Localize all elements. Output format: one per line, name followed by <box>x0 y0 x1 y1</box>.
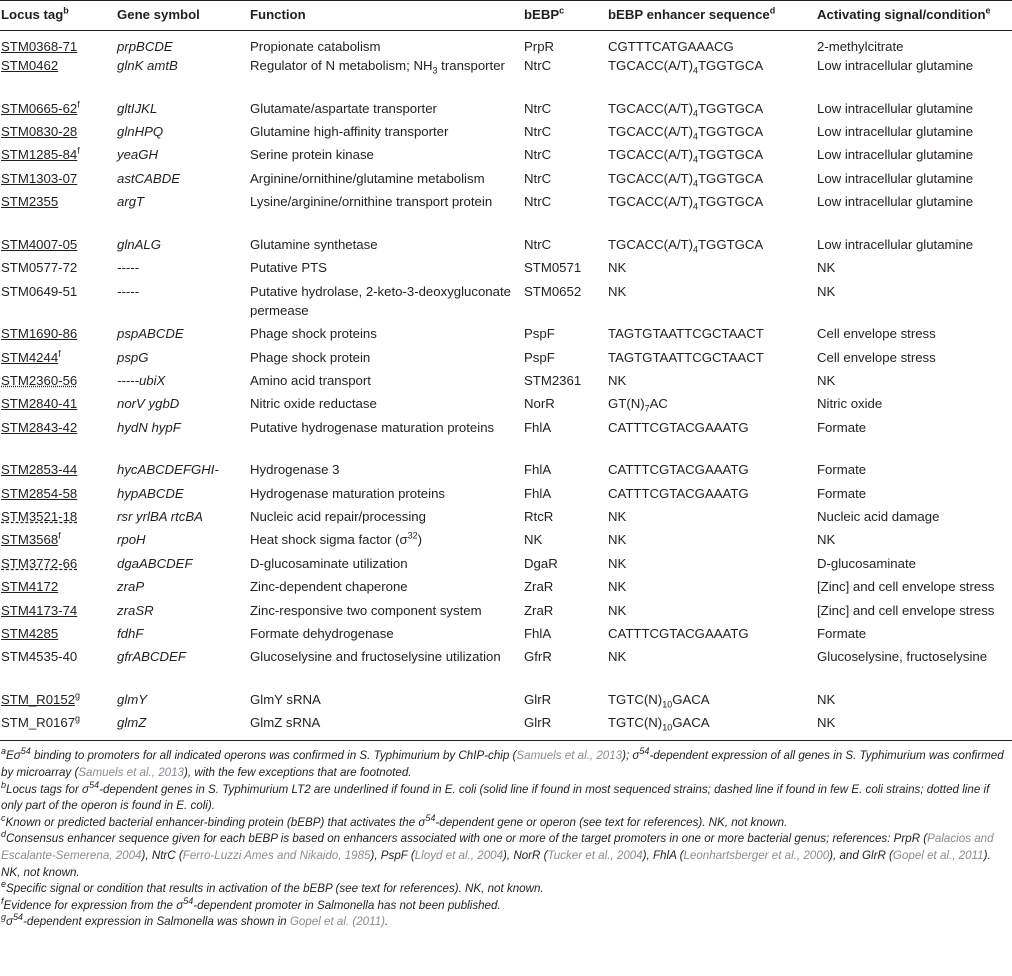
function-cell: Glutamine high-affinity transporter <box>250 123 449 139</box>
function-cell: Glucoselysine and fructoselysine utilization <box>250 649 501 665</box>
enhancer-sequence-cell: TAGTGTAATTCGCTAACT <box>608 326 764 342</box>
locus-tag: STM4007-05 <box>1 236 78 252</box>
enhancer-sequence-cell: CATTTCGTACGAAATG <box>608 419 749 435</box>
activating-signal-cell: Cell envelope stress <box>817 349 936 365</box>
locus-tag: STM1303-07 <box>1 170 78 186</box>
function-cell: Arginine/ornithine/glutamine metabolism <box>250 170 485 186</box>
bebp-cell: GfrR <box>524 649 552 665</box>
function-cell: Hydrogenase 3 <box>250 462 340 478</box>
locus-tag: STM4173-74 <box>1 602 78 618</box>
enhancer-sequence-cell: NK <box>608 532 627 548</box>
bebp-cell: GlrR <box>524 692 552 707</box>
locus-tag-cell <box>0 145 116 168</box>
function-cell: Putative hydrolase, 2-keto-3-deoxygluconate permease <box>250 283 511 318</box>
bebp-cell: NK <box>524 532 543 548</box>
locus-tag-cell <box>0 99 116 122</box>
function-cell: Glutamine synthetase <box>250 236 378 252</box>
bebp-cell: NtrC <box>524 147 552 163</box>
function-cell: Regulator of N metabolism; $NH_3$ transporter <box>250 58 505 76</box>
bebp-cell: STM2361 <box>524 372 582 388</box>
gene-symbol-cell: glmZ <box>117 715 147 731</box>
bebp-cell: RtcR <box>524 509 554 525</box>
locus-tag: STM2360-56 <box>1 372 78 388</box>
gene-symbol-cell: dgaABCDEF <box>117 555 193 571</box>
activating-signal-cell: Low intracellular glutamine <box>817 100 974 116</box>
locus-footnote-mark: g <box>75 714 81 724</box>
enhancer-sequence-cell: TAGTGTAATTCGCTAACT <box>608 349 764 365</box>
locus-tag-cell <box>0 460 116 483</box>
table-row <box>0 145 1012 168</box>
gene-symbol-cell: glmY <box>117 692 148 707</box>
function-cell: Putative hydrogenase maturation proteins <box>250 419 495 435</box>
footnote-a: $^aE\sigma^{54}$ binding to promoters for all indicated operons was confirmed in S. Typhimurium by ChIP-chip (Samuels et al., 2013); $\sigma^{54}$-dependent expression of all genes in S. Typhimurium was confirmed by microarray (Samuels et al., 2013), with the few exceptions that are footnoted. <box>1 746 1004 779</box>
table-row <box>0 507 1012 530</box>
bebp-cell: NtrC <box>524 170 552 186</box>
table-row <box>0 56 1012 99</box>
locus-tag-cell <box>0 192 116 235</box>
locus-tag: STM0649-51 <box>1 283 78 299</box>
enhancer-sequence-cell: $TGCACC(A/T)_4TGGTGCA$ <box>608 236 764 255</box>
function-cell: Serine protein kinase <box>250 147 374 163</box>
function-cell: Nitric oxide reductase <box>250 396 377 412</box>
header-activating-signal: Activating signal/condition$^e$ <box>817 5 991 22</box>
locus-tag-cell <box>0 394 116 417</box>
bebp-cell: NtrC <box>524 236 552 252</box>
bebp-cell: PrpR <box>524 39 555 54</box>
locus-footnote-mark: f <box>77 99 80 110</box>
activating-signal-cell: NK <box>817 715 836 731</box>
footnote-e: $^e$Specific signal or condition that results in activation of the bEBP (see text for references). NK, not known. <box>1 879 544 896</box>
locus-tag: STM_R0167 <box>1 715 76 731</box>
activating-signal-cell: Glucoselysine, fructoselysine <box>817 649 988 665</box>
table-row <box>0 235 1012 258</box>
bebp-cell: STM0652 <box>524 283 582 299</box>
locus-tag-cell <box>0 56 116 99</box>
table-row <box>0 192 1012 235</box>
locus-tag: STM4172 <box>1 579 59 595</box>
function-cell: Phage shock protein <box>250 349 371 365</box>
header-enhancer-sequence: bEBP enhancer sequence$^d$ <box>608 5 776 22</box>
header-locus-tag: Locus tag$^b$ <box>1 5 69 22</box>
locus-tag-cell <box>0 530 116 553</box>
table-row <box>0 371 1012 394</box>
bebp-cell: FhlA <box>524 485 552 501</box>
table-row <box>0 418 1012 461</box>
bebp-cell: NtrC <box>524 123 552 139</box>
enhancer-sequence-cell: $TGCACC(A/T)_4TGGTGCA$ <box>608 58 764 76</box>
function-cell: Amino acid transport <box>250 372 371 388</box>
enhancer-sequence-cell: NK <box>608 283 627 299</box>
footnotes <box>0 748 1012 931</box>
function-cell: Hydrogenase maturation proteins <box>250 485 445 501</box>
locus-tag: STM4285 <box>1 626 59 642</box>
locus-tag: STM0665-62 <box>1 100 78 116</box>
gene-symbol-cell: rpoH <box>117 532 146 548</box>
locus-tag: STM1285-84 <box>1 147 78 163</box>
table-row <box>0 394 1012 417</box>
locus-tag: STM2853-44 <box>1 462 78 478</box>
gene-symbol-cell: glnALG <box>117 236 161 252</box>
locus-tag: STM0368-71 <box>1 39 78 54</box>
locus-tag-cell <box>0 690 116 713</box>
activating-signal-cell: Low intracellular glutamine <box>817 147 974 163</box>
locus-tag: STM1690-86 <box>1 326 78 342</box>
activating-signal-cell: [Zinc] and cell envelope stress <box>817 602 995 618</box>
gene-symbol-cell: hycABCDEFGHI- <box>117 462 219 478</box>
gene-symbol-cell: astCABDE <box>117 170 181 186</box>
gene-symbol-cell: pspABCDE <box>117 326 184 342</box>
table-body <box>0 31 1012 741</box>
table-row <box>0 647 1012 690</box>
gene-symbol-cell: zraSR <box>117 602 154 618</box>
gene-symbol-cell: gltIJKL <box>117 100 158 116</box>
locus-tag-cell <box>0 577 116 600</box>
table-row <box>0 460 1012 483</box>
function-cell: GlmZ sRNA <box>250 715 321 731</box>
gene-symbol-cell: hydN hypF <box>117 419 181 435</box>
header-bebp: bEBP$^c$ <box>524 5 565 22</box>
function-cell: Nucleic acid repair/processing <box>250 509 426 525</box>
locus-tag-cell <box>0 484 116 507</box>
bebp-cell: STM0571 <box>524 260 582 276</box>
gene-symbol-cell: pspG <box>117 349 149 365</box>
gene-symbol-cell: rsr yrlBA rtcBA <box>117 509 203 525</box>
gene-symbol-cell: yeaGH <box>117 147 159 163</box>
activating-signal-cell: Low intracellular glutamine <box>817 236 974 252</box>
bebp-cell: PspF <box>524 349 555 365</box>
locus-tag: STM2840-41 <box>1 396 78 412</box>
table-row <box>0 348 1012 371</box>
locus-tag-cell <box>0 418 116 461</box>
locus-footnote-mark: f <box>58 348 61 359</box>
table-row <box>0 690 1012 713</box>
table-row <box>0 713 1012 741</box>
enhancer-sequence-cell: NK <box>608 260 627 276</box>
bebp-cell: ZraR <box>524 579 554 595</box>
table-row <box>0 530 1012 553</box>
footnote-g: $^g\sigma^{54}$-dependent expression in Salmonella was shown in Gopel et al. (2011). <box>1 912 389 929</box>
enhancer-sequence-cell: NK <box>608 555 627 571</box>
bebp-cell: DgaR <box>524 555 558 571</box>
gene-symbol-cell: ----- <box>117 260 139 276</box>
bebp-cell: ZraR <box>524 602 554 618</box>
locus-tag-cell <box>0 31 116 57</box>
bebp-cell: PspF <box>524 326 555 342</box>
locus-tag: STM0577-72 <box>1 260 78 276</box>
activating-signal-cell: Low intracellular glutamine <box>817 170 974 186</box>
header-row <box>0 1 1012 31</box>
footnote-c: $^c$Known or predicted bacterial enhancer-binding protein (bEBP) that activates the $\sigma^{54}$-dependent gene or operon (see text for references). NK, not known. <box>1 812 788 829</box>
activating-signal-cell: [Zinc] and cell envelope stress <box>817 579 995 595</box>
bebp-cell: FhlA <box>524 462 552 478</box>
locus-tag: STM4535-40 <box>1 649 78 665</box>
locus-tag: STM3521-18 <box>1 509 78 525</box>
table-row <box>0 554 1012 577</box>
bebp-cell: NtrC <box>524 100 552 116</box>
table-row <box>0 601 1012 624</box>
table-row <box>0 324 1012 347</box>
activating-signal-cell: Formate <box>817 419 867 435</box>
gene-symbol-cell: hypABCDE <box>117 485 184 501</box>
locus-footnote-mark: f <box>77 145 80 156</box>
bebp-cell: NtrC <box>524 194 552 210</box>
function-cell: D-glucosaminate utilization <box>250 555 408 571</box>
activating-signal-cell: Nucleic acid damage <box>817 509 940 525</box>
function-cell: Formate dehydrogenase <box>250 626 394 642</box>
activating-signal-cell: NK <box>817 692 836 707</box>
gene-symbol-cell: -----ubiX <box>117 372 166 388</box>
activating-signal-cell: Low intracellular glutamine <box>817 194 974 210</box>
enhancer-sequence-cell: $TGTC(N)_{10}GACA$ <box>608 692 710 710</box>
function-cell: Propionate catabolism <box>250 39 381 54</box>
bebp-cell: GlrR <box>524 715 552 731</box>
locus-tag: STM2854-58 <box>1 485 78 501</box>
enhancer-sequence-cell: $TGTC(N)_{10}GACA$ <box>608 715 710 734</box>
function-cell: Phage shock proteins <box>250 326 377 342</box>
locus-tag-cell <box>0 282 116 325</box>
enhancer-sequence-cell: $TGCACC(A/T)_4TGGTGCA$ <box>608 100 764 119</box>
gene-symbol-cell: ----- <box>117 283 139 299</box>
table-row <box>0 169 1012 192</box>
enhancer-sequence-cell: CATTTCGTACGAAATG <box>608 462 749 478</box>
table-row <box>0 122 1012 145</box>
activating-signal-cell: Formate <box>817 626 867 642</box>
enhancer-sequence-cell: NK <box>608 372 627 388</box>
locus-tag-cell <box>0 258 116 281</box>
locus-tag-cell <box>0 554 116 577</box>
locus-tag-cell <box>0 169 116 192</box>
activating-signal-cell: Formate <box>817 462 867 478</box>
gene-symbol-cell: norV ygbD <box>117 396 180 412</box>
function-cell: Heat shock sigma factor $(\sigma^{32})$ <box>250 531 423 548</box>
locus-tag: STM3772-66 <box>1 555 78 571</box>
locus-tag-cell <box>0 507 116 530</box>
table-row <box>0 484 1012 507</box>
locus-tag-cell <box>0 235 116 258</box>
table-row <box>0 624 1012 647</box>
locus-tag: STM2843-42 <box>1 419 78 435</box>
enhancer-sequence-cell: $TGCACC(A/T)_4TGGTGCA$ <box>608 194 764 212</box>
locus-tag: STM0830-28 <box>1 123 78 139</box>
locus-tag-cell <box>0 713 116 741</box>
locus-footnote-mark: f <box>58 531 61 542</box>
locus-tag: STM2355 <box>1 194 59 210</box>
enhancer-sequence-cell: NK <box>608 649 627 665</box>
bebp-cell: FhlA <box>524 626 552 642</box>
enhancer-sequence-cell: $TGCACC(A/T)_4TGGTGCA$ <box>608 123 764 142</box>
bebp-cell: NorR <box>524 396 555 412</box>
locus-tag-cell <box>0 324 116 347</box>
table-row <box>0 282 1012 325</box>
footnote-d: $^d$Consensus enhancer sequence given for each bEBP is based on enhancers associated with one or more of the target promoters in one or more bacterial genus; references: PrpR (Palacios and Escalante-Semerena, 2004), NtrC (Ferro-Luzzi Ames and Nikaido, 1985), PspF (Lloyd et al., 2004), NorR (Tucker et al., 2004), FhlA (Leonhartsberger et al., 2000), and GlrR (Gopel et al., 2011). NK, not known. <box>1 829 994 879</box>
table-row <box>0 577 1012 600</box>
enhancer-sequence-cell: $GT(N)_7AC$ <box>608 396 668 414</box>
activating-signal-cell: NK <box>817 260 836 276</box>
locus-tag: STM4244 <box>1 349 59 365</box>
locus-tag: STM0462 <box>1 58 59 73</box>
activating-signal-cell: Nitric oxide <box>817 396 883 412</box>
enhancer-sequence-cell: NK <box>608 509 627 525</box>
gene-symbol-cell: glnK amtB <box>117 58 178 73</box>
locus-tag: STM_R0152 <box>1 692 76 707</box>
table-row <box>0 99 1012 122</box>
gene-symbol-cell: zraP <box>117 579 145 595</box>
activating-signal-cell: NK <box>817 532 836 548</box>
function-cell: Zinc-responsive two component system <box>250 602 482 618</box>
enhancer-sequence-cell: NK <box>608 579 627 595</box>
gene-symbol-cell: glnHPQ <box>117 123 164 139</box>
activating-signal-cell: Cell envelope stress <box>817 326 936 342</box>
locus-tag-cell <box>0 647 116 690</box>
gene-symbol-cell: gfrABCDEF <box>117 649 186 665</box>
activating-signal-cell: 2-methylcitrate <box>817 39 904 54</box>
gene-symbol-cell: argT <box>117 194 145 210</box>
function-cell: Glutamate/aspartate transporter <box>250 100 437 116</box>
table-row <box>0 31 1012 57</box>
locus-tag-cell <box>0 624 116 647</box>
function-cell: GlmY sRNA <box>250 692 321 707</box>
enhancer-sequence-cell: CGTTTCATGAAACG <box>608 39 734 54</box>
enhancer-sequence-cell: $TGCACC(A/T)_4TGGTGCA$ <box>608 170 764 189</box>
enhancer-sequence-cell: NK <box>608 602 627 618</box>
footnote-b: $^b$Locus tags for $\sigma^{54}$-dependent genes in S. Typhimurium LT2 are underlined if found in E. coli (solid line if found in most sequenced strains; dashed line if found in few E. coli strains; dotted line if only part of the operon is found in E. coli). <box>1 779 990 813</box>
header-function: Function <box>250 7 306 22</box>
activating-signal-cell: Low intracellular glutamine <box>817 123 974 139</box>
locus-tag-cell <box>0 371 116 394</box>
enhancer-sequence-cell: CATTTCGTACGAAATG <box>608 485 749 501</box>
bebp-cell: NtrC <box>524 58 552 73</box>
function-cell: Putative PTS <box>250 260 327 276</box>
enhancer-sequence-cell: $TGCACC(A/T)_4TGGTGCA$ <box>608 147 764 166</box>
activating-signal-cell: NK <box>817 372 836 388</box>
gene-symbol-cell: fdhF <box>117 626 144 642</box>
function-cell: Lysine/arginine/ornithine transport protein <box>250 194 493 210</box>
activating-signal-cell: Low intracellular glutamine <box>817 58 974 73</box>
locus-tag: STM3568 <box>1 532 59 548</box>
table-row <box>0 258 1012 281</box>
footnote-f: $^f$Evidence for expression from the $\sigma^{54}$-dependent promoter in Salmonella has not been published. <box>1 895 501 912</box>
function-cell: Zinc-dependent chaperone <box>250 579 408 595</box>
locus-tag-cell <box>0 601 116 624</box>
locus-tag-cell <box>0 122 116 145</box>
bebp-cell: FhlA <box>524 419 552 435</box>
header-gene-symbol: Gene symbol <box>117 7 200 22</box>
locus-tag-cell <box>0 348 116 371</box>
activating-signal-cell: NK <box>817 283 836 299</box>
enhancer-sequence-cell: CATTTCGTACGAAATG <box>608 626 749 642</box>
activating-signal-cell: D-glucosaminate <box>817 555 916 571</box>
locus-footnote-mark: g <box>75 690 81 701</box>
gene-symbol-cell: prpBCDE <box>117 39 173 54</box>
activating-signal-cell: Formate <box>817 485 867 501</box>
